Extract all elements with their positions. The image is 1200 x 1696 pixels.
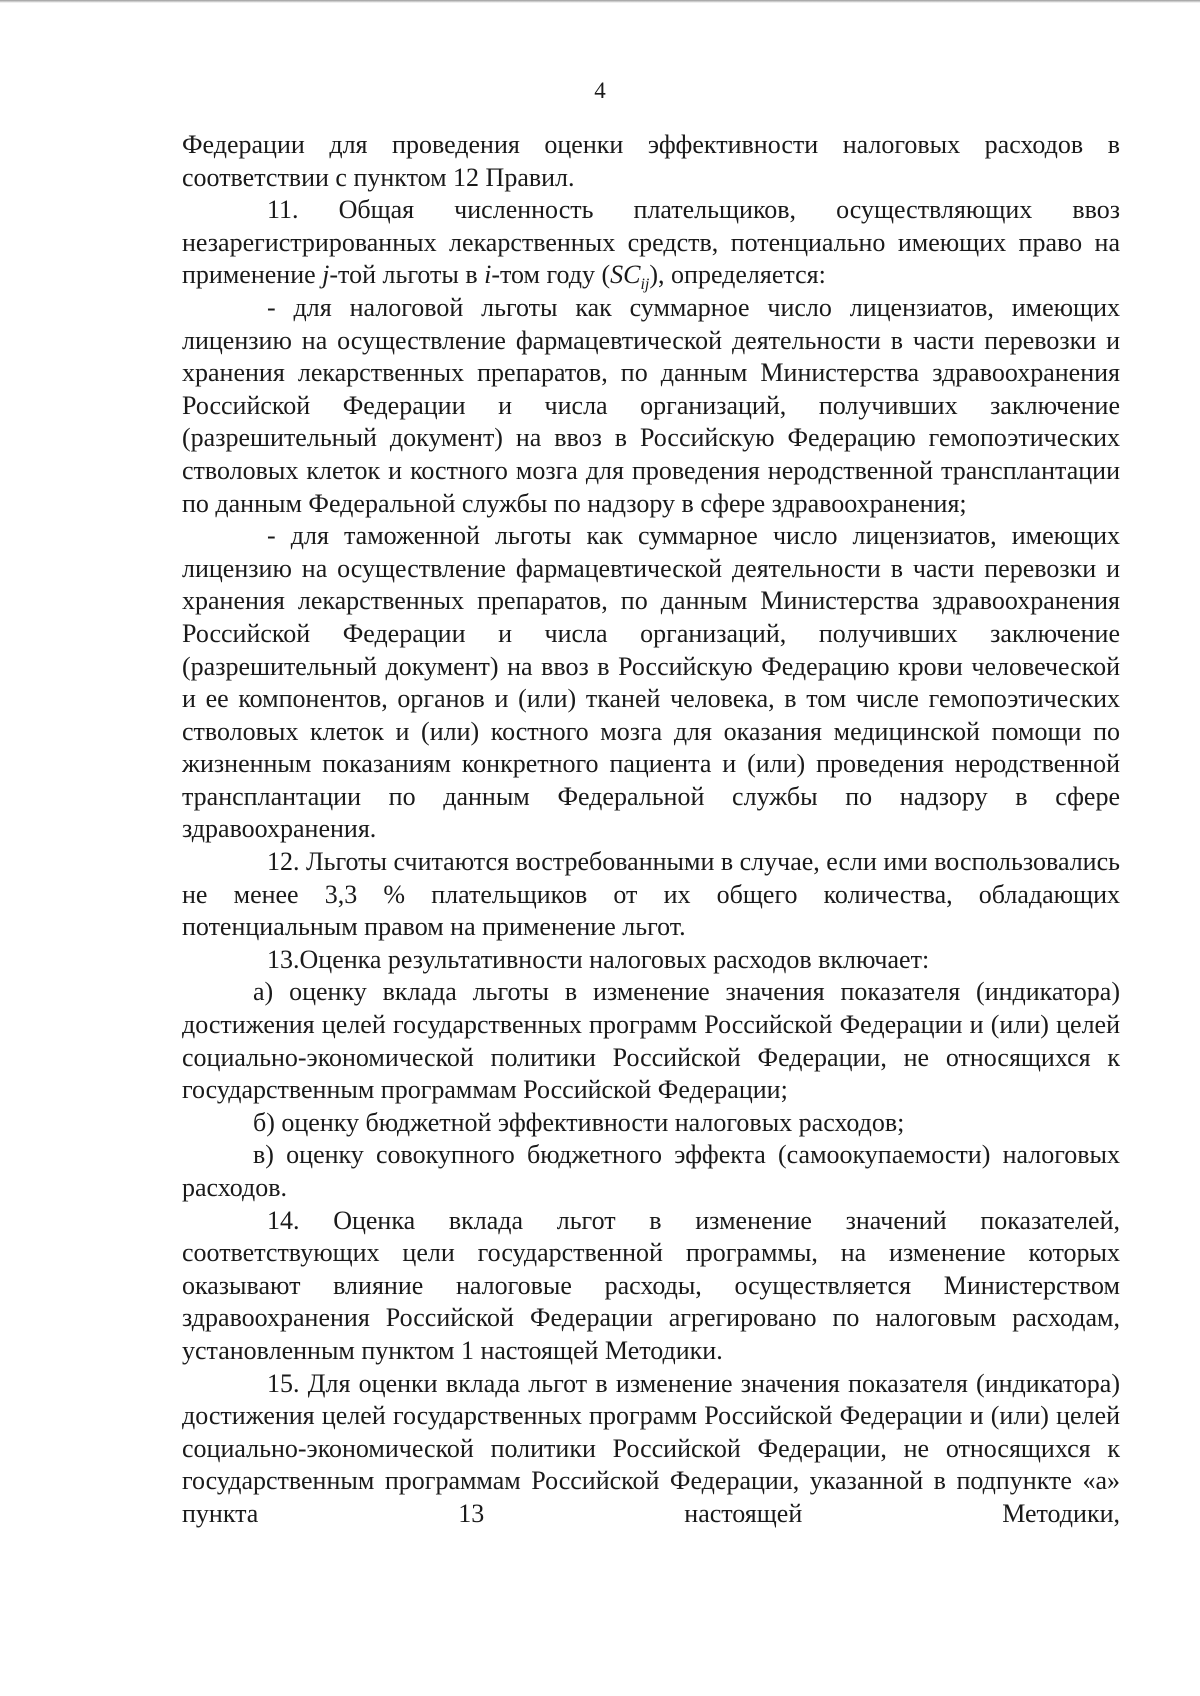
index-i: i [484,260,492,290]
paragraph-continuation: Федерации для проведения оценки эффективности налоговых расходов в соответствии с пунктом 12 Правил. [182,130,1120,192]
index-j: j [322,260,330,290]
paragraph-13: 13.Оценка результативности налоговых расходов включает: [267,944,930,974]
paragraph-11-suffix: ), определяется: [649,260,826,290]
list-item-v: в) оценку совокупного бюджетного эффекта (самоокупаемости) налоговых расходов. [182,1140,1120,1202]
paragraph-14: 14. Оценка вклада льгот в изменение значений показателей, соответствующих цели государственной программы, на изменение которых оказывают влияние налоговые расходы, осуществляется Министерством здравоохранения Российской Федерации агрегировано по налоговым расходам, установленным пунктом 1 настоящей Методики. [182,1205,1120,1365]
document-body [182,129,1120,1531]
symbol-sc-subscript: ij [640,276,650,294]
list-item-b: б) оценку бюджетной эффективности налоговых расходов; [253,1107,905,1137]
scan-edge [0,0,1200,3]
paragraph-11 [182,194,1120,292]
paragraph-11-mid1: -той льготы в [329,260,485,290]
paragraph-15: 15. Для оценки вклада льгот в изменение значения показателя (индикатора) достижения целей государственных программ Российской Федерации и (или) целей социально-экономической политики Российской Федерации, не относящихся к государственным программам Российской Федерации, указанной в подпункте «а» пункта 13 настоящей Методики, [182,1368,1120,1528]
list-item-tax-benefit: - для налоговой льготы как суммарное число лицензиатов, имеющих лицензию на осуществление фармацевтической деятельности в части перевозки и хранения лекарственных препаратов, по данным Министерства здравоохранения Российской Федерации и числа организаций, получивших заключение (разрешительный документ) на ввоз в Российскую Федерацию гемопоэтических стволовых клеток и костного мозга для проведения неродственной трансплантации по данным Федеральной службы по надзору в сфере здравоохранения; [182,292,1120,518]
page-number: 4 [594,78,606,103]
paragraph-12: 12. Льготы считаются востребованными в случае, если ими воспользовались не менее 3,3 % плательщиков от их общего количества, обладающих потенциальным правом на применение льгот. [182,847,1120,942]
list-item-a: а) оценку вклада льготы в изменение значения показателя (индикатора) достижения целей государственных программ Российской Федерации и (или) целей социально-экономической политики Российской Федерации, не относящихся к государственным программам Российской Федерации; [182,977,1120,1105]
paragraph-11-mid2: -том году ( [491,260,611,290]
list-item-customs-benefit: - для таможенной льготы как суммарное число лицензиатов, имеющих лицензию на осуществление фармацевтической деятельности в части перевозки и хранения лекарственных препаратов, по данным Министерства здравоохранения Российской Федерации и числа организаций, получивших заключение (разрешительный документ) на ввоз в Российскую Федерацию крови человеческой и ее компонентов, органов и (или) тканей человека, в том числе гемопоэтических стволовых клеток и (или) костного мозга для оказания медицинской помощи по жизненным показаниям конкретного пациента и (или) проведения неродственной трансплантации по данным Федеральной службы по надзору в сфере здравоохранения. [182,521,1120,844]
paragraph-11-prefix: 11. Общая численность плательщиков, осуществляющих ввоз незарегистрированных лекарственных средств, потенциально имеющих право на применение [182,195,1120,290]
symbol-sc: SC [610,260,641,290]
